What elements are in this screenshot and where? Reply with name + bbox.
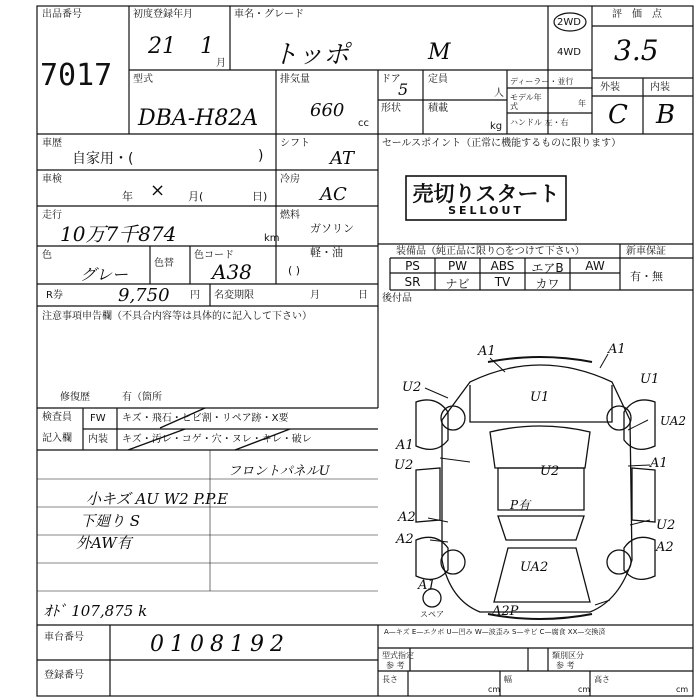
color-code-value: A38 (212, 260, 252, 284)
note-line-1: 小キズ AU W2 P.P.E (86, 490, 229, 508)
model-value: DBA-H82A (138, 106, 259, 131)
after-market-label: 後付品 (382, 293, 412, 304)
history-close: ) (258, 148, 264, 164)
first-registration-label: 初度登録年月 (133, 9, 193, 20)
inspection-day: 日) (252, 190, 268, 203)
recycle-unit: 円 (190, 290, 200, 301)
kg-unit: kg (490, 121, 503, 132)
repair-label: 修復歴 (60, 392, 90, 403)
mark-interior-note: P有 (510, 498, 531, 512)
mark-rear-bumper: A2P (492, 604, 519, 619)
doors-label: ドア (381, 74, 401, 85)
model-year-label: モデル年式 (510, 93, 542, 111)
name-change-label: 名変期限 (214, 290, 254, 301)
car-name-grade-label: 車名・グレード (234, 9, 304, 20)
mark-spare: A1 (418, 578, 436, 593)
height-label: 高さ (594, 675, 610, 684)
exterior-label: 外装 (600, 82, 620, 93)
width-unit: cm (578, 685, 591, 694)
note-line-3: 外AW有 (76, 534, 132, 552)
km-unit: km (264, 233, 280, 244)
notes-label: 注意事項申告欄（不具合内容等は具体的に記入して下さい） (42, 311, 312, 322)
equip-leather: カワ (535, 277, 560, 291)
handle-label: ハンドル 左・右 (510, 118, 569, 127)
color-value: グレー (80, 265, 129, 284)
mark-roof: U2 (540, 464, 560, 479)
equip-sr: SR (404, 275, 421, 289)
fw-text: キズ・飛石・ヒビ割・リペア跡・X要 (122, 413, 289, 424)
name-change-month: 月 (310, 290, 320, 301)
note-front-panel: フロントパネルU (228, 464, 330, 479)
note-odometer: ｵﾄﾞ 107,875 k (44, 602, 148, 620)
mark-left-fender: U2 (402, 380, 422, 395)
history-value: 自家用・( (72, 151, 134, 167)
equip-aw: AW (585, 259, 605, 273)
mark-right-rear: U2 (656, 518, 676, 533)
inspection-year: 年 (122, 190, 133, 203)
equip-airbag: エアB (531, 261, 564, 275)
note-line-2: 下廻り S (80, 512, 141, 530)
equipment-label: 装備品（純正品に限り○をつけて下さい） (396, 246, 585, 257)
recycle-label: R券 (46, 290, 63, 301)
mark-right-quarter: A2 (656, 540, 674, 555)
lot-number-label: 出品番号 (42, 9, 82, 20)
model-label: 型式 (133, 74, 153, 85)
recycle-value: 9,750 (118, 285, 170, 306)
entry-label: 記入欄 (42, 433, 72, 444)
color-code-label: 色コード (194, 250, 234, 261)
capacity-label: 定員 (428, 74, 448, 85)
length-label: 長さ (382, 675, 398, 684)
load-label: 積載 (428, 103, 448, 114)
color-change-label: 色替 (154, 258, 174, 269)
equip-tv: TV (494, 275, 511, 289)
grade-value: M (428, 40, 451, 65)
model-designation-ref: 参 考 (386, 661, 405, 670)
fuel-label: 燃料 (280, 210, 300, 221)
height-unit: cm (676, 685, 689, 694)
category-label: 類別区分 (552, 651, 584, 660)
sellout-stamp-title: 売切りスタート (412, 182, 560, 206)
repair-value: 有（箇所 (122, 392, 162, 403)
drive-2wd: 2WD (557, 17, 581, 28)
fuel-light-oil: 軽・油 (310, 246, 343, 259)
name-change-day: 日 (358, 290, 368, 301)
length-unit: cm (488, 685, 501, 694)
shape-label: 形状 (381, 103, 401, 114)
chassis-value: 0108192 (150, 632, 290, 657)
inspector-label: 検査員 (42, 412, 72, 423)
first-registration-year: 21 (148, 34, 176, 59)
chassis-label: 車台番号 (44, 632, 84, 643)
mark-right-door: A1 (650, 456, 668, 471)
equip-navi: ナビ (445, 277, 470, 291)
car-name-value: トッポ (272, 40, 350, 70)
mark-front-left: A1 (478, 344, 496, 359)
person-unit: 人 (494, 88, 504, 99)
sellout-stamp-sub: SELLOUT (448, 204, 524, 217)
first-registration-month: 1 (200, 34, 214, 59)
mark-front-right: A1 (608, 342, 626, 357)
registration-label: 登録番号 (44, 670, 84, 681)
mark-hood: U1 (530, 390, 550, 405)
dealer-label: ディーラー・並行 (510, 77, 574, 86)
mileage-value: 10万7千874 (60, 222, 177, 246)
category-ref: 参 考 (556, 661, 575, 670)
mark-left-door: U2 (394, 458, 414, 473)
inspection-value: × (150, 180, 166, 201)
color-label: 色 (42, 250, 52, 261)
ac-label: 冷房 (280, 174, 300, 185)
history-label: 車歴 (42, 138, 62, 149)
interior-label: 内装 (650, 82, 670, 93)
interior-grade: B (656, 100, 676, 130)
equip-abs: ABS (490, 259, 515, 273)
mileage-label: 走行 (42, 210, 62, 221)
doors-value: 5 (398, 80, 409, 99)
shift-label: シフト (280, 138, 310, 149)
mark-left-quarter: A2 (396, 532, 414, 547)
equip-pw: PW (447, 259, 468, 273)
year-unit: 年 (578, 99, 586, 108)
interior-row-label: 内装 (88, 434, 108, 445)
fuel-gas: ガソリン (310, 222, 354, 235)
equip-ps: PS (405, 259, 420, 273)
exterior-grade: C (608, 100, 628, 130)
shift-value: AT (330, 148, 355, 169)
mark-right-front-door: UA2 (660, 414, 687, 428)
mark-right-fender: U1 (640, 372, 660, 387)
drive-4wd: 4WD (557, 47, 581, 58)
displacement-label: 排気量 (280, 74, 310, 85)
lot-number-value: 7017 (40, 58, 113, 93)
fw-label: FW (90, 413, 106, 424)
new-car-warranty-label: 新車保証 (626, 246, 666, 257)
cc-unit: cc (358, 118, 369, 129)
width-label: 幅 (504, 675, 512, 684)
inspection-label: 車検 (42, 174, 62, 185)
sales-point-label: セールスポイント（正常に機能するものに限ります） (382, 138, 622, 149)
mark-left-rear: A2 (398, 510, 416, 525)
displacement-value: 660 (310, 100, 345, 121)
score-value: 3.5 (614, 34, 659, 67)
model-designation-label: 型式指定 (382, 651, 414, 660)
month-unit: 月 (216, 58, 226, 69)
new-car-warranty-value: 有・無 (630, 270, 663, 283)
mark-trunk: UA2 (520, 560, 549, 575)
fuel-other: ( ) (288, 264, 301, 277)
inspection-month: 月( (188, 190, 204, 203)
mark-left-pillar: A1 (396, 438, 414, 453)
score-label: 評価点 (612, 9, 672, 20)
spare-label: スペア (420, 610, 444, 619)
damage-legend: A—キズ E—エクボ U—凹み W—波歪み S—サビ C—腐食 XX—交換済 (384, 628, 606, 636)
interior-row-text: キズ・汚レ・コゲ・穴・ヌレ・キレ・破レ (122, 434, 312, 445)
ac-value: AC (320, 184, 347, 205)
